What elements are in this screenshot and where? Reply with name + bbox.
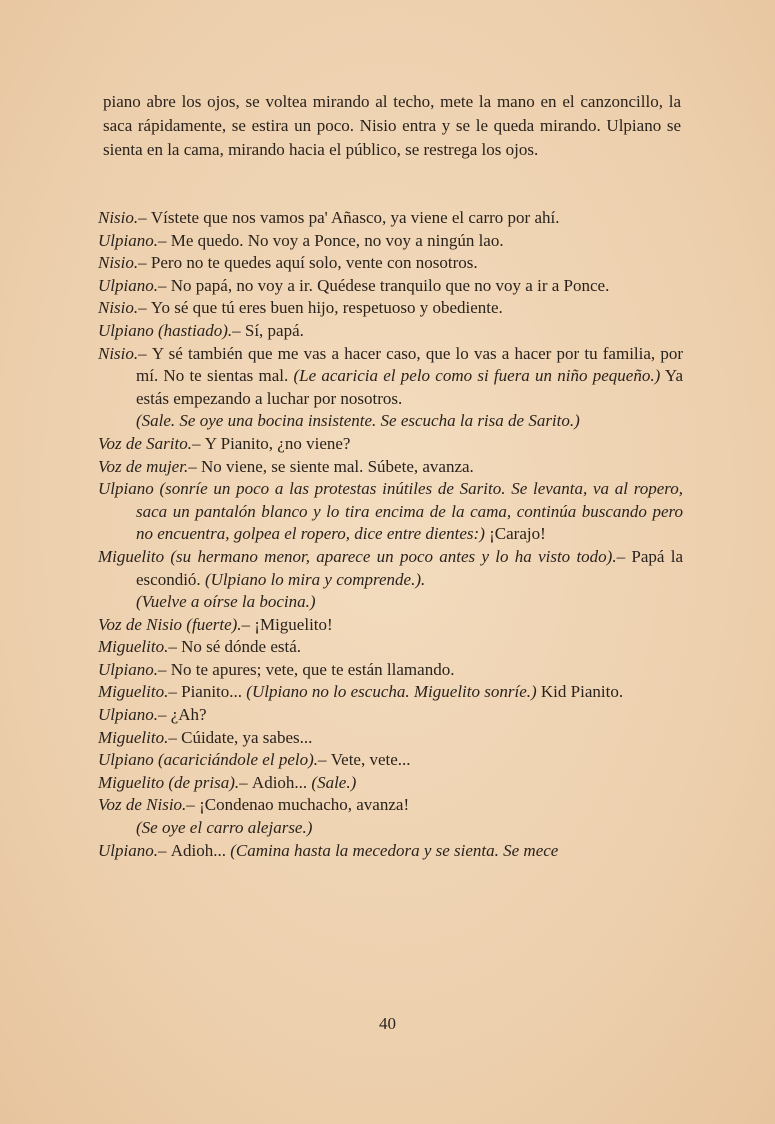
dialogue-line: [98, 659, 683, 682]
dialogue-line: [98, 343, 683, 411]
speaker-name: Voz de Nisio (fuerte).–: [98, 614, 255, 634]
stage-direction: (Ulpiano no lo escucha. Miguelito sonríe.): [246, 682, 537, 702]
spoken-text: Pianito...: [181, 682, 247, 702]
spoken-text: Adioh...: [170, 840, 231, 860]
dialogue-line: [98, 275, 683, 298]
speaker-name: Miguelito.–: [98, 637, 182, 657]
dialogue-block: [98, 207, 683, 862]
spoken-text: Yo sé que tú eres buen hijo, respetuoso y obediente.: [150, 298, 503, 318]
speaker-name: Miguelito.–: [98, 682, 182, 702]
spoken-text: Pero no te quedes aquí solo, vente con nosotros.: [150, 253, 478, 273]
stage-direction: (Le acaricia el pelo como si fuera un niño pequeño.): [293, 366, 661, 386]
dialogue-line: [98, 794, 683, 817]
dialogue-line: [98, 704, 683, 727]
stage-direction-line: [98, 410, 683, 433]
stage-direction: (Sale. Se oye una bocina insistente. Se escucha la risa de Sarito.): [136, 411, 580, 431]
speaker-name: Voz de Sarito.–: [98, 433, 205, 453]
dialogue-line: [98, 433, 683, 456]
dialogue-line: [98, 840, 683, 863]
spoken-text: Y Pianito, ¿no viene?: [204, 433, 351, 453]
dialogue-line: [98, 772, 683, 795]
speaker-name: Ulpiano.–: [98, 230, 171, 250]
spoken-text: Ya estás empezando a luchar por nosotros.: [136, 366, 683, 408]
dialogue-line: [98, 478, 683, 546]
spoken-text: Y sé también que me vas a hacer caso, que lo vas a hacer por tu familia, por mí. No te sientas mal.: [136, 343, 683, 386]
spoken-text: Cúidate, ya sabes...: [181, 727, 313, 747]
speaker-name: Miguelito (de prisa).–: [98, 772, 252, 792]
stage-direction: (Vuelve a oírse la bocina.): [136, 592, 316, 612]
dialogue-line: [98, 230, 683, 253]
spoken-text: ¡Miguelito!: [254, 614, 333, 634]
dialogue-line: [98, 207, 683, 230]
spoken-text: No viene, se siente mal. Súbete, avanza.: [200, 456, 474, 476]
dialogue-line: [98, 681, 683, 704]
speaker-name: Ulpiano.–: [98, 840, 171, 860]
dialogue-line: [98, 727, 683, 750]
stage-direction: (Se oye el carro alejarse.): [136, 818, 313, 838]
stage-direction-line: [98, 817, 683, 840]
speaker-name: Voz de Nisio.–: [98, 795, 200, 815]
stage-direction: (Ulpiano lo mira y comprende.).: [204, 569, 426, 589]
dialogue-line: [98, 636, 683, 659]
speaker-name: Ulpiano.–: [98, 705, 171, 725]
dialogue-line: [98, 297, 683, 320]
spoken-text: Vístete que nos vamos pa' Añasco, ya viene el carro por ahí.: [150, 208, 560, 227]
dialogue-line: [98, 614, 683, 637]
speaker-name: Nisio.–: [98, 298, 151, 318]
spoken-text: ¿Ah?: [170, 705, 207, 725]
spoken-text: No papá, no voy a ir. Quédese tranquilo que no voy a ir a Ponce.: [170, 275, 610, 295]
spoken-text: No sé dónde está.: [181, 637, 302, 657]
speaker-name: Ulpiano: [98, 479, 160, 499]
speaker-name: Ulpiano.–: [98, 275, 171, 295]
spoken-text: Me quedo. No voy a Ponce, no voy a ningún lao.: [170, 230, 504, 250]
spoken-text: Sí, papá.: [244, 320, 304, 340]
speaker-name: Nisio.–: [98, 208, 151, 227]
stage-direction: (Sale.): [311, 772, 357, 792]
speaker-name: Ulpiano.–: [98, 659, 171, 679]
speaker-name: Voz de mujer.–: [98, 456, 201, 476]
dialogue-line: [98, 546, 683, 591]
spoken-text: ¡Condenao muchacho, avanza!: [199, 795, 410, 815]
spoken-text: Vete, vete...: [330, 750, 411, 770]
speaker-name: Nisio.–: [98, 343, 152, 363]
stage-direction: (Camina hasta la mecedora y se sienta. Se mece: [230, 840, 559, 860]
speaker-name: Miguelito.–: [98, 727, 182, 747]
stage-direction-intro: piano abre los ojos, se voltea mirando al techo, mete la mano en el canzoncillo, la saca rápidamente, se estira un poco. Nisio entra y se le queda mirando. Ulpiano se sienta en la cama, mirando hacia el público, se restrega los ojos.: [103, 92, 681, 159]
dialogue-line: [98, 252, 683, 275]
speaker-name: Miguelito (su hermano menor, aparece un poco antes y lo ha visto todo).–: [98, 546, 632, 566]
stage-direction-line: [98, 591, 683, 614]
dialogue-line: [98, 749, 683, 772]
page-number: 40: [379, 1014, 396, 1033]
spoken-text: No te apures; vete, que te están llamando.: [170, 659, 455, 679]
dialogue-line: [98, 456, 683, 479]
spoken-text: Papá la escondió.: [136, 546, 683, 589]
speaker-name: Ulpiano (hastiado).–: [98, 320, 245, 340]
speaker-name: Ulpiano (acariciándole el pelo).–: [98, 750, 331, 770]
speaker-name: Nisio.–: [98, 253, 151, 273]
spoken-text: ¡Carajo!: [484, 524, 546, 544]
dialogue-line: [98, 320, 683, 343]
stage-direction: (sonríe un poco a las protestas inútiles de Sarito. Se levanta, va al ropero, saca un pantalón blanco y lo tira encima de la cama, continúa buscando pero no encuentra, golpea el ropero, dice entre dientes:): [136, 479, 684, 544]
spoken-text: Kid Pianito.: [536, 682, 624, 702]
spoken-text: Adioh...: [251, 772, 312, 792]
